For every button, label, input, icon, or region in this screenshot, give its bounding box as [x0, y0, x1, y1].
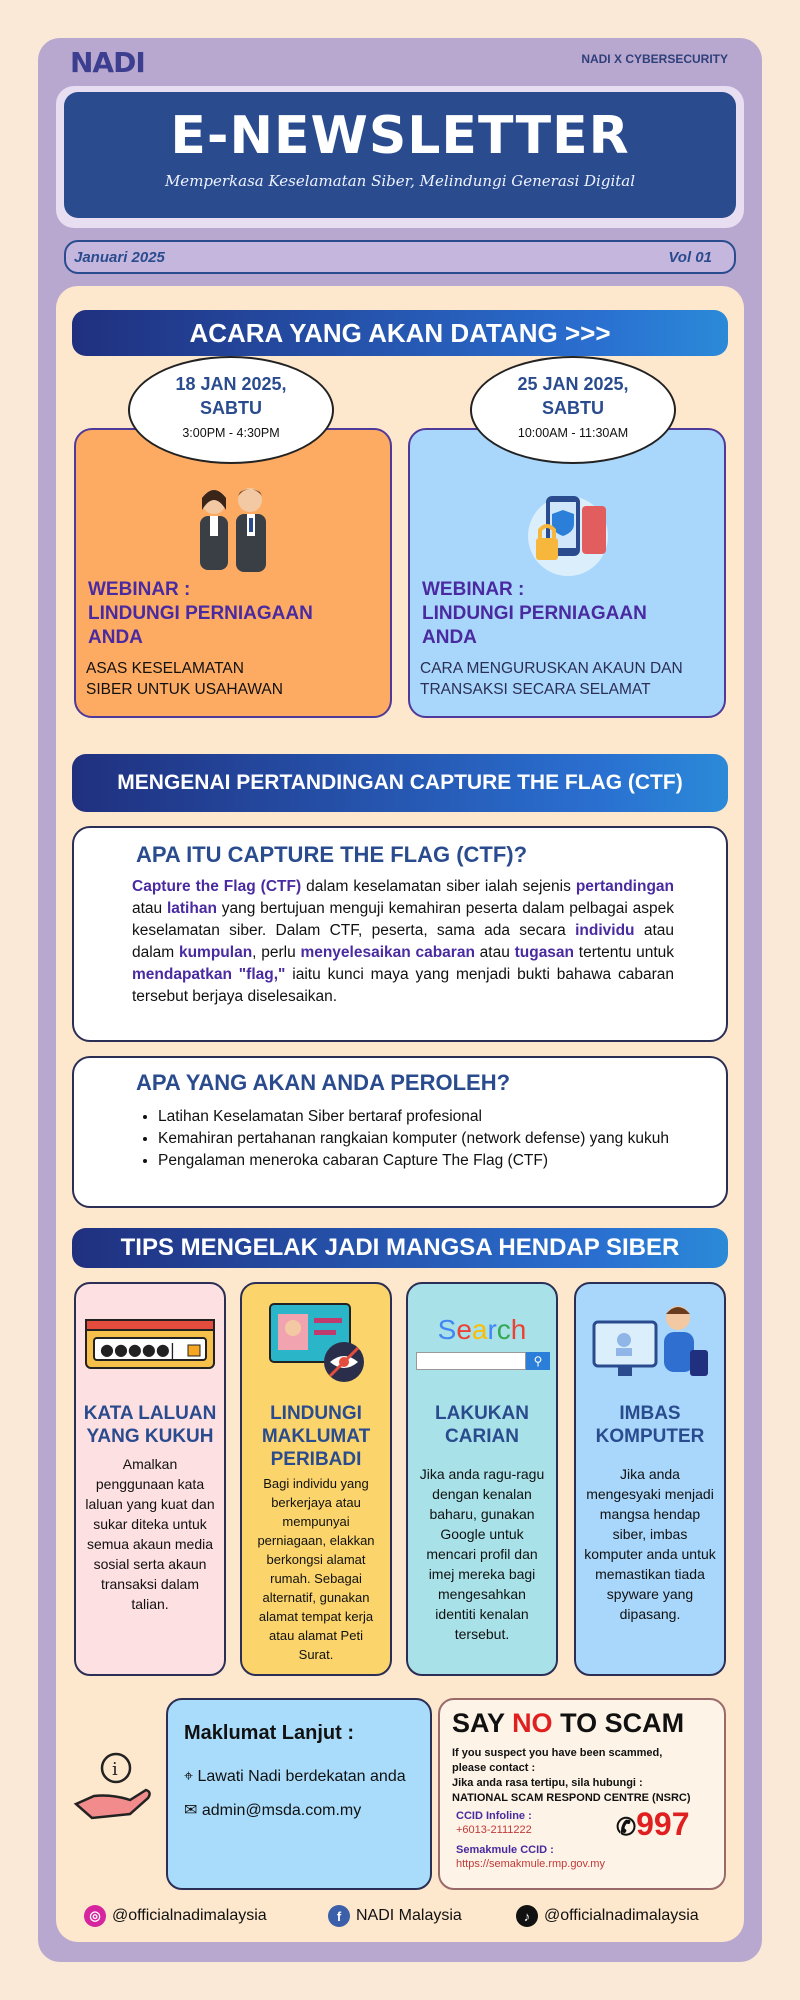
tip-card-search — [406, 1282, 558, 1676]
tip-1-body: Amalkan penggunaan kata laluan yang kuat dan sukar diteka untuk semua akaun media sosial serta akaun transaksi dalam talian. — [85, 1456, 215, 1612]
tip-4-body: Jika anda mengesyaki menjadi mangsa hendap siber, imbas komputer anda untuk memastikan tiada spyware yang dipasang. — [584, 1466, 716, 1622]
ccid-infoline-label: CCID Infoline : — [456, 1810, 532, 1822]
newsletter-title: E-NEWSLETTER — [170, 106, 630, 166]
hero-banner — [64, 92, 736, 218]
event-1-day: SABTU — [200, 398, 262, 418]
issue-bar — [64, 240, 736, 274]
tip-3-body: Jika anda ragu-ragu dengan kenalan baharu, gunakan Google untuk mencari profil dan imej mereka bagi mengesahkan identiti kenalan tersebut. — [419, 1466, 545, 1642]
tip-1-title: KATA LALUAN YANG KUKUH — [83, 1403, 217, 1447]
event-2-day: SABTU — [542, 398, 604, 418]
phone-icon: ✆ — [616, 1814, 637, 1841]
semakmule-label: Semakmule CCID : — [456, 1844, 554, 1856]
scam-title: SAY NO TO SCAM — [452, 1708, 685, 1738]
event-card-1[interactable] — [74, 428, 392, 718]
event-1-sub-1: ASAS KESELAMATAN — [86, 660, 244, 677]
instagram-icon: ◎ — [84, 1905, 106, 1927]
facebook-icon: f — [328, 1905, 350, 1927]
event-2-date: 25 JAN 2025, — [517, 374, 629, 394]
ctf-heading: MENGENAI PERTANDINGAN CAPTURE THE FLAG (CTF) — [72, 754, 728, 812]
ctf-what-box — [72, 826, 728, 1042]
info-hand-icon — [72, 1744, 156, 1828]
issue-volume: Vol 01 — [668, 249, 712, 266]
nadi-logo: NADI — [70, 46, 145, 79]
event-1-date-cloud — [128, 356, 334, 464]
events-heading: ACARA YANG AKAN DATANG >>> — [72, 310, 728, 356]
tip-card-password — [74, 1282, 226, 1676]
ccid-infoline[interactable]: +6013-2111222 — [456, 1824, 532, 1836]
gain-item: • Pengalaman meneroka cabaran Capture The Flag (CTF) — [158, 1150, 678, 1172]
social-instagram[interactable] — [84, 1905, 267, 1927]
event-2-title-2: LINDUNGI PERNIAGAAN — [422, 603, 647, 624]
event-2-title-3: ANDA — [422, 627, 477, 648]
privacy-eye-icon — [266, 1300, 370, 1386]
search-word: Search — [437, 1314, 527, 1345]
event-2-sub-1: CARA MENGURUSKAN AKAUN DAN — [420, 660, 683, 677]
event-1-date: 18 JAN 2025, — [175, 374, 287, 394]
semakmule-link[interactable]: https://semakmule.rmp.gov.my — [456, 1858, 605, 1870]
search-icon: ⚲ — [526, 1352, 550, 1370]
social-facebook[interactable] — [328, 1905, 462, 1927]
svg-text:●●●●●|: ●●●●●| — [100, 1340, 176, 1359]
info-box — [166, 1698, 432, 1890]
svg-text:i: i — [112, 1759, 118, 1780]
ctf-gain-title: APA YANG AKAN ANDA PEROLEH? — [136, 1070, 511, 1095]
event-1-title-3: ANDA — [88, 627, 143, 648]
tip-card-privacy — [240, 1282, 392, 1676]
tips-heading: TIPS MENGELAK JADI MANGSA HENDAP SIBER — [72, 1228, 728, 1268]
gain-item: • Kemahiran pertahanan rangkaian komputer (network defense) yang kukuh — [158, 1128, 678, 1150]
event-1-title-2: LINDUNGI PERNIAGAAN — [88, 603, 313, 624]
event-1-title-1: WEBINAR : — [88, 579, 191, 600]
secure-phone-icon — [522, 486, 616, 578]
facebook-name[interactable]: NADI Malaysia — [356, 1907, 462, 1924]
info-email[interactable]: admin@msda.com.my — [201, 1802, 362, 1819]
scam-contact-text: If you suspect you have been scammed, please contact : Jika anda rasa tertipu, sila hubungi : NATIONAL SCAM RESPOND CENTRE (NSRC) — [452, 1747, 691, 1804]
event-card-2[interactable] — [408, 428, 726, 718]
tip-4-title: IMBAS KOMPUTER — [595, 1403, 705, 1447]
gain-item: • Latihan Keselamatan Siber bertaraf profesional — [158, 1106, 678, 1128]
hotline-row[interactable] — [616, 1806, 690, 1843]
event-1-time: 3:00PM - 4:30PM — [182, 426, 280, 440]
info-location-row — [184, 1768, 406, 1786]
event-2-date-cloud — [470, 356, 676, 464]
scam-box — [438, 1698, 726, 1890]
tagline: NADI X CYBERSECURITY — [581, 52, 728, 66]
info-email-row[interactable] — [184, 1800, 361, 1820]
gain-list — [158, 1106, 678, 1172]
business-people-icon — [186, 480, 280, 580]
ctf-description: Capture the Flag (CTF) dalam keselamatan siber ialah sejenis pertandingan atau latihan yang bertujuan menguji kemahiran peserta dalam pelbagai aspek keselamatan siber. Dalam CTF, peserta, sama ada secara individu atau dalam kumpulan, perlu menyelesaikan cabaran atau tugasan tertentu untuk mendapatkan "flag," iaitu kunci maya yang menjadi bukti bahawa cabaran tersebut berjaya diselesaikan. — [132, 878, 675, 1005]
password-field-icon — [84, 1318, 216, 1372]
issue-date: Januari 2025 — [74, 249, 165, 266]
mail-icon: ✉ — [184, 1802, 198, 1819]
tip-card-scan — [574, 1282, 726, 1676]
tiktok-handle[interactable]: @officialnadimalaysia — [544, 1907, 699, 1924]
ctf-gain-box — [72, 1056, 728, 1208]
event-2-sub-2: TRANSAKSI SECARA SELAMAT — [420, 681, 651, 698]
tip-3-title: LAKUKAN CARIAN — [435, 1403, 529, 1447]
newsletter-subtitle: Memperkasa Keselamatan Siber, Melindungi Generasi Digital — [164, 172, 636, 190]
tiktok-icon: ♪ — [516, 1905, 538, 1927]
social-tiktok[interactable] — [516, 1905, 699, 1927]
info-location: Lawati Nadi berdekatan anda — [197, 1768, 406, 1785]
event-2-time: 10:00AM - 11:30AM — [517, 426, 629, 440]
info-title: Maklumat Lanjut : — [184, 1722, 355, 1744]
hotline-number: 997 — [636, 1806, 690, 1842]
ctf-what-title: APA ITU CAPTURE THE FLAG (CTF)? — [136, 842, 528, 867]
tip-2-body: Bagi individu yang berkerjaya atau mempunyai perniagaan, elakkan berkongsi alamat rumah. Sebagai alternatif, gunakan alamat tempat kerja atau alamat Peti Surat. — [257, 1476, 375, 1662]
tip-2-title: LINDUNGI MAKLUMAT PERIBADI — [261, 1403, 371, 1470]
event-1-sub-2: SIBER UNTUK USAHAWAN — [86, 681, 283, 698]
location-pin-icon: ⌖ — [184, 1768, 194, 1785]
search-bar — [416, 1352, 526, 1370]
computer-user-icon — [590, 1300, 714, 1384]
event-2-title-1: WEBINAR : — [422, 579, 525, 600]
instagram-handle[interactable]: @officialnadimalaysia — [112, 1907, 267, 1924]
